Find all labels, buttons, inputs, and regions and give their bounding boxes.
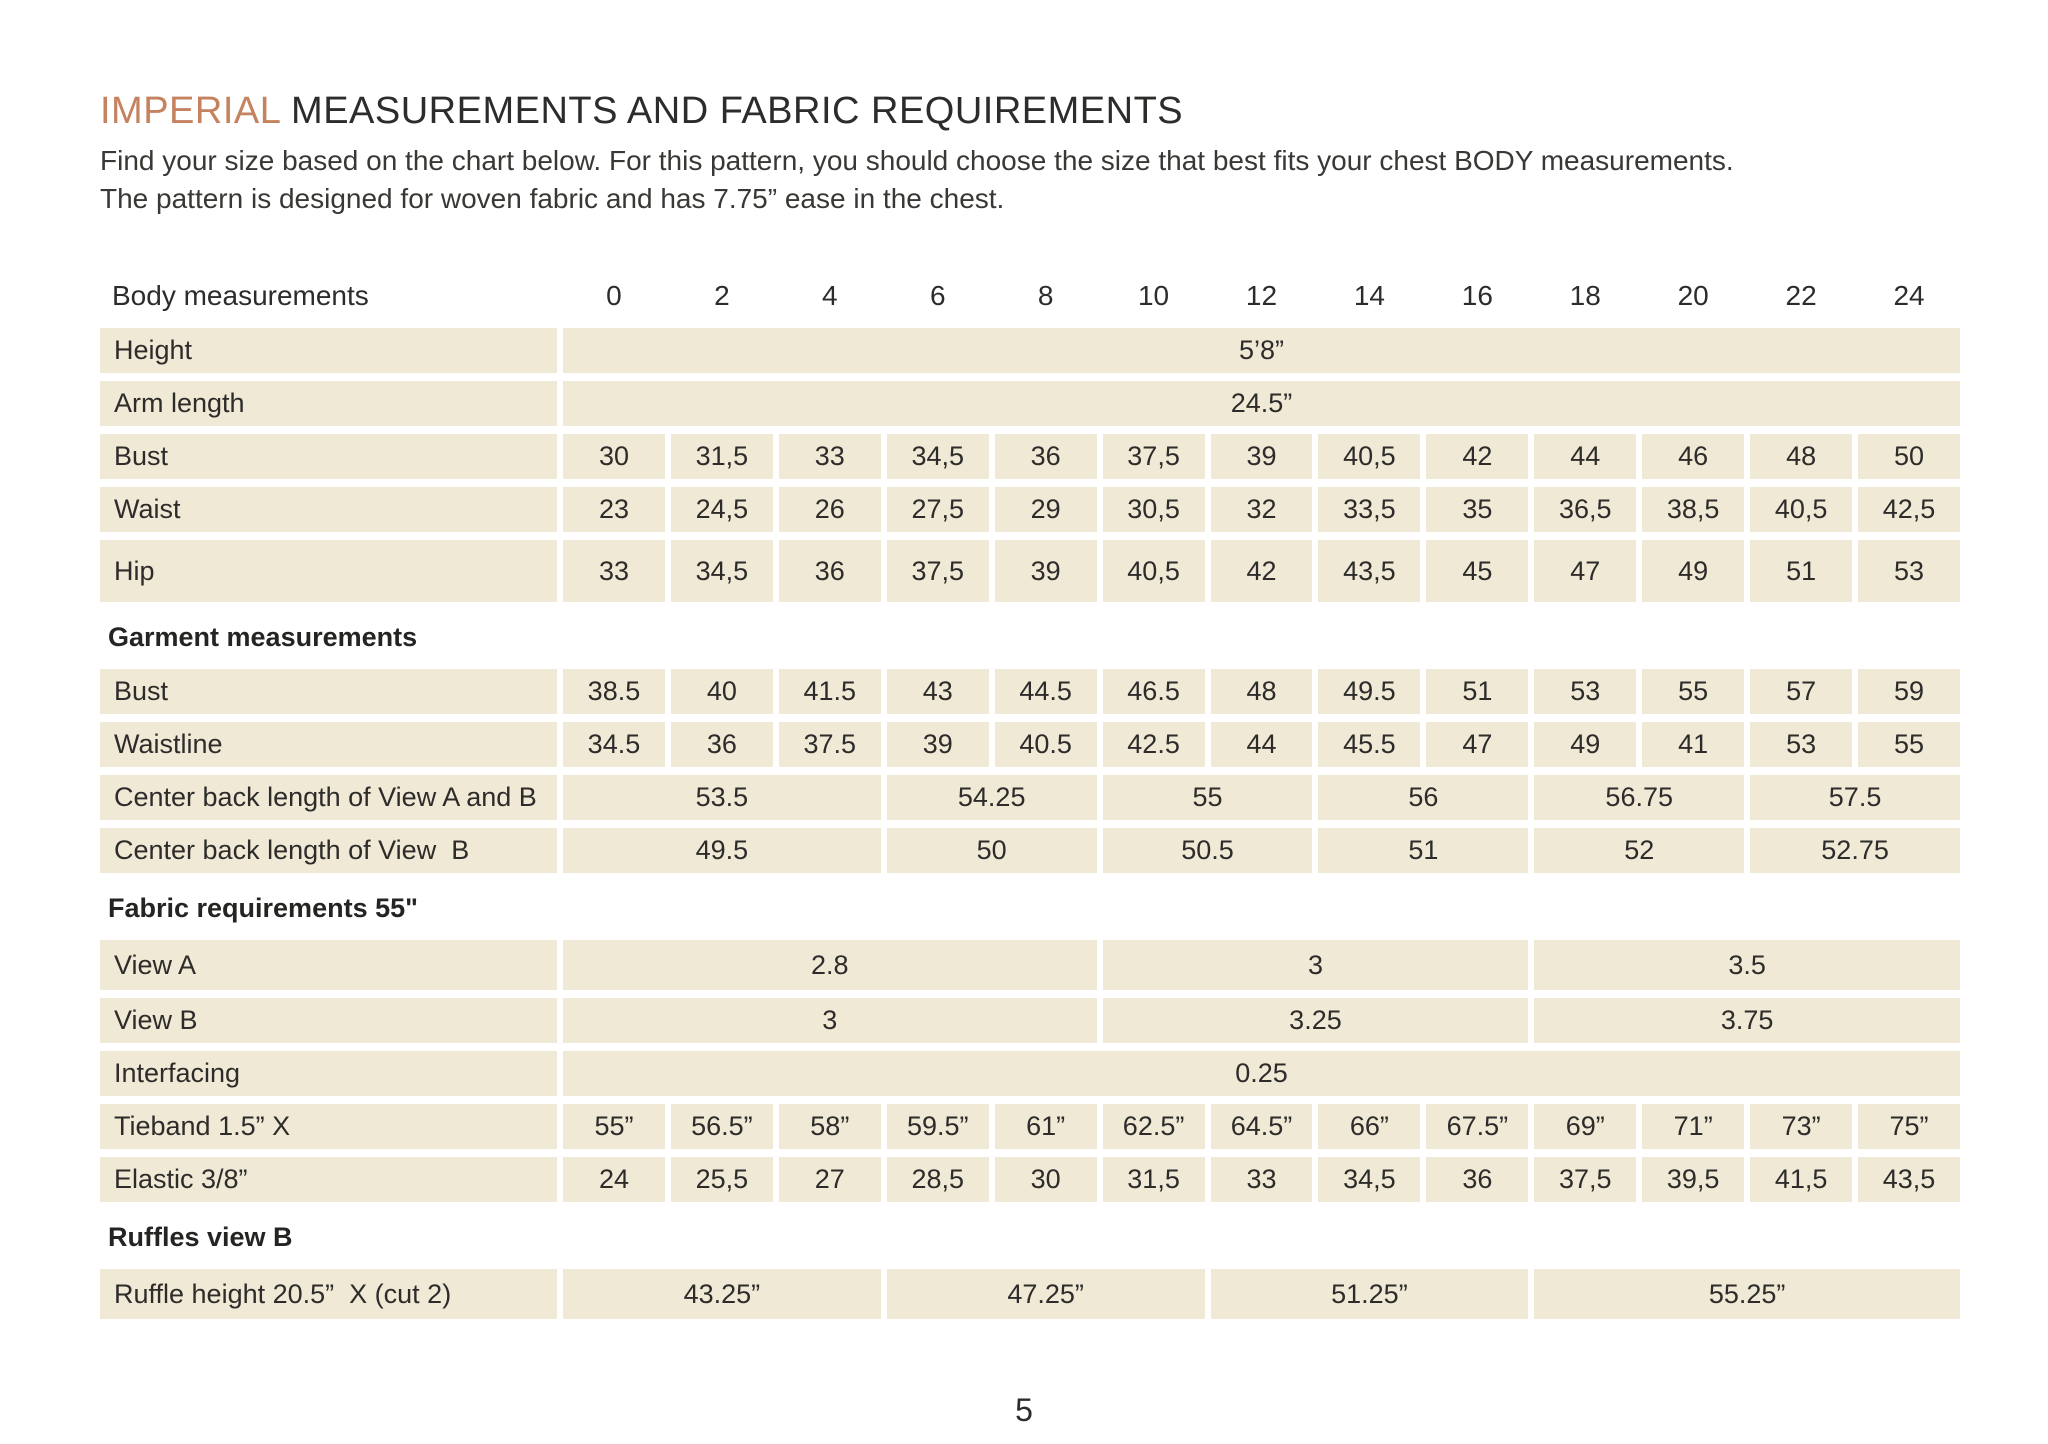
row-label: Center back length of View A and B [100,775,557,820]
row-label: Hip [100,540,557,602]
value-cell: 45 [1426,540,1528,602]
value-cell: 37,5 [1534,1157,1636,1202]
value-cell: 36 [1426,1157,1528,1202]
row-label: Waist [100,487,557,532]
value-cell: 69” [1534,1104,1636,1149]
value-cell: 38.5 [563,669,665,714]
value-cell: 36 [995,434,1097,479]
value-cell: 30,5 [1103,487,1205,532]
row-label: Center back length of View B [100,828,557,873]
value-cell: 41,5 [1750,1157,1852,1202]
value-cell: 33 [1211,1157,1313,1202]
value-cell: 24 [563,1157,665,1202]
value-cell: 32 [1211,487,1313,532]
value-cell: 50 [887,828,1097,873]
value-cell: 53 [1858,540,1960,602]
table-row [100,775,1960,820]
value-cell: 2.8 [563,940,1097,990]
page-content [100,88,1960,1327]
value-cell: 53.5 [563,775,881,820]
value-cell: 42 [1426,434,1528,479]
title-rest: MEASUREMENTS AND FABRIC REQUIREMENTS [279,90,1184,132]
value-cell: 34.5 [563,722,665,767]
column-header-size: 24 [1893,280,1925,311]
value-cell: 45.5 [1318,722,1420,767]
column-header-size: 14 [1353,280,1385,311]
title-accent: IMPERIAL [100,90,280,132]
value-cell: 37,5 [887,540,989,602]
table-row [100,828,1960,873]
value-cell: 57.5 [1750,775,1960,820]
value-cell: 52 [1534,828,1744,873]
value-cell: 39 [1211,434,1313,479]
value-cell: 55” [563,1104,665,1149]
value-cell: 25,5 [671,1157,773,1202]
table-row [100,487,1960,532]
value-cell: 56.5” [671,1104,773,1149]
value-cell: 44.5 [995,669,1097,714]
value-cell: 46.5 [1103,669,1205,714]
intro-line-1: Find your size based on the chart below. For this pattern, you should choose the size that best fits your chest BODY measurements. [100,145,1734,176]
value-cell: 50.5 [1103,828,1313,873]
row-label: Elastic 3/8” [100,1157,557,1202]
value-cell: 3 [1103,940,1529,990]
value-cell: 39,5 [1642,1157,1744,1202]
column-header-size: 4 [822,280,838,311]
value-cell: 66” [1318,1104,1420,1149]
value-cell: 43,5 [1858,1157,1960,1202]
section-header: Ruffles view B [108,1222,293,1252]
value-cell: 34,5 [671,540,773,602]
column-header-size: 16 [1461,280,1493,311]
value-cell: 41 [1642,722,1744,767]
value-cell: 71” [1642,1104,1744,1149]
value-cell: 55 [1642,669,1744,714]
value-cell: 30 [563,434,665,479]
value-cell: 53 [1534,669,1636,714]
row-label: Bust [100,669,557,714]
value-cell: 40,5 [1103,540,1205,602]
value-cell: 51 [1426,669,1528,714]
value-cell: 24,5 [671,487,773,532]
value-cell: 3 [563,998,1097,1043]
value-cell: 30 [995,1157,1097,1202]
value-cell: 57 [1750,669,1852,714]
table-row [100,1051,1960,1096]
value-cell: 37.5 [779,722,881,767]
value-cell: 39 [995,540,1097,602]
value-cell: 41.5 [779,669,881,714]
table-row [100,998,1960,1043]
value-cell: 31,5 [1103,1157,1205,1202]
value-cell: 40,5 [1750,487,1852,532]
table-body [100,328,1960,1319]
page-title [100,88,1960,134]
column-header-size: 6 [929,280,946,311]
value-cell: 3.5 [1534,940,1960,990]
value-cell: 27,5 [887,487,989,532]
value-cell: 59 [1858,669,1960,714]
value-cell: 43,5 [1318,540,1420,602]
value-cell: 3.25 [1103,998,1529,1043]
row-label: Arm length [100,381,557,426]
value-cell: 37,5 [1103,434,1205,479]
value-cell: 54.25 [887,775,1097,820]
value-cell: 39 [887,722,989,767]
value-cell: 59.5” [887,1104,989,1149]
value-cell: 48 [1211,669,1313,714]
value-cell: 73” [1750,1104,1852,1149]
value-cell: 44 [1211,722,1313,767]
value-cell: 33 [779,434,881,479]
row-label: Tieband 1.5” X [100,1104,557,1149]
row-label: Ruffle height 20.5” X (cut 2) [100,1269,557,1319]
value-cell: 44 [1534,434,1636,479]
value-cell: 75” [1858,1104,1960,1149]
value-cell: 50 [1858,434,1960,479]
value-cell: 29 [995,487,1097,532]
row-label: Interfacing [100,1051,557,1096]
row-label: Bust [100,434,557,479]
value-cell: 36 [671,722,773,767]
value-cell: 34,5 [887,434,989,479]
value-cell: 49.5 [1318,669,1420,714]
table-row [100,1104,1960,1149]
value-cell: 38,5 [1642,487,1744,532]
column-header-size: 10 [1137,280,1170,311]
row-label: Height [100,328,557,373]
table-row [100,1269,1960,1319]
value-cell: 43.25” [563,1269,881,1319]
table-row [100,669,1960,714]
value-cell: 40.5 [995,722,1097,767]
section-header: Garment measurements [108,622,418,652]
value-cell: 26 [779,487,881,532]
table-row [100,381,1960,426]
value-cell: 67.5” [1426,1104,1528,1149]
table-row [100,722,1960,767]
value-cell: 51.25” [1211,1269,1529,1319]
value-cell: 52.75 [1750,828,1960,873]
value-cell: 47.25” [887,1269,1205,1319]
value-cell: 40 [671,669,773,714]
value-cell: 48 [1750,434,1852,479]
column-header-size: 0 [606,280,622,311]
value-cell: 56.75 [1534,775,1744,820]
column-header-size: 12 [1245,280,1278,311]
value-cell: 28,5 [887,1157,989,1202]
value-cell: 47 [1534,540,1636,602]
value-cell: 56 [1318,775,1528,820]
value-cell: 55 [1103,775,1313,820]
column-header-size: 22 [1785,280,1817,311]
value-cell: 27 [779,1157,881,1202]
value-cell: 47 [1426,722,1528,767]
intro-line-2: The pattern is designed for woven fabric and has 7.75” ease in the chest. [100,183,1005,214]
value-cell: 31,5 [671,434,773,479]
value-cell: 42,5 [1858,487,1960,532]
value-cell: 40,5 [1318,434,1420,479]
value-cell: 33 [563,540,665,602]
value-cell: 51 [1750,540,1852,602]
value-cell: 49 [1534,722,1636,767]
row-label: View A [100,940,557,990]
value-cell: 49.5 [563,828,881,873]
value-cell: 43 [887,669,989,714]
value-cell: 24.5” [563,381,1960,426]
table-row [100,328,1960,373]
value-cell: 23 [563,487,665,532]
value-cell: 46 [1642,434,1744,479]
value-cell: 36 [779,540,881,602]
value-cell: 51 [1318,828,1528,873]
value-cell: 36,5 [1534,487,1636,532]
value-cell: 58” [779,1104,881,1149]
value-cell: 34,5 [1318,1157,1420,1202]
value-cell: 62.5” [1103,1104,1205,1149]
column-header-size: 20 [1677,280,1709,311]
page-number: 5 [1015,1392,1033,1428]
row-label: Waistline [100,722,557,767]
table-row [100,1157,1960,1202]
column-header-size: 2 [714,280,730,311]
value-cell: 42.5 [1103,722,1205,767]
value-cell: 42 [1211,540,1313,602]
table-header-row [100,276,1960,316]
intro-text [100,142,1960,218]
column-header-size: 8 [1037,280,1054,311]
value-cell: 61” [995,1104,1097,1149]
table-row [100,434,1960,479]
value-cell: 49 [1642,540,1744,602]
value-cell: 55.25” [1534,1269,1960,1319]
value-cell: 35 [1426,487,1528,532]
section-header: Fabric requirements 55" [108,893,418,923]
column-header-size: 18 [1569,280,1601,311]
row-label: View B [100,998,557,1043]
value-cell: 64.5” [1211,1104,1313,1149]
value-cell: 55 [1858,722,1960,767]
table-row [100,940,1960,990]
value-cell: 5’8” [563,328,1960,373]
table-header-label: Body measurements [112,280,369,311]
value-cell: 0.25 [563,1051,1960,1096]
value-cell: 33,5 [1318,487,1420,532]
value-cell: 53 [1750,722,1852,767]
size-chart-table [100,276,1960,1319]
value-cell: 3.75 [1534,998,1960,1043]
table-row [100,540,1960,602]
